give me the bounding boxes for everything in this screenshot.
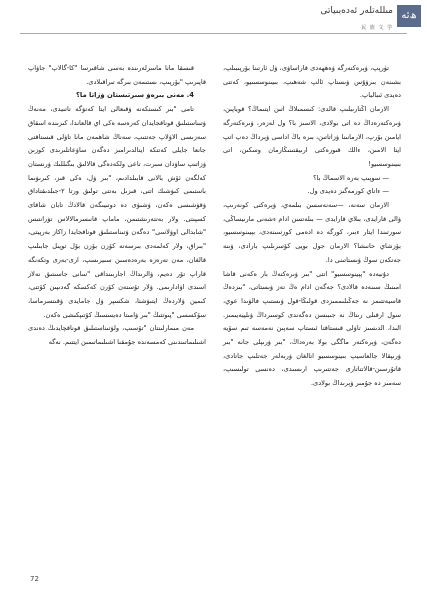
journal-subtitle: 民 族 文 学 xyxy=(361,25,393,31)
paragraph: الارمان اڭتارىبلىپ قالدى: كىسمىلاڭ اتىن ايتىماڭ؟ قوياپىن، ۋىرەكتەرەداڭ دە اتى بولادى، الاسىز با؟ ول لەزەر، ۋىرەكتەرگە ايامىن بۆرپ، الارمانىنا ۋزاتاتىن، بىرە باڭ اداسى ۋېرداڭ دەپ اتپ ايتا الامىن، ءالك قىورەكتى ارىيقتىنىڭارمان وسكىن، اتى بىيىنوسسيو! xyxy=(223,105,401,168)
left-column xyxy=(28,62,206,350)
paragraph: قىسقا مانا ماسرلەرىندە بەسى شاقىرسا "كا-گالاپ" جاۋاپ قاپىرىپ "بۆرپىپ، ىستىمەن بىرگە تىراقىلادى. xyxy=(28,64,206,86)
journal-logo-icon: ھ‌ئە xyxy=(397,5,421,27)
paragraph: دۇنيەدە "پېينوسسيو" اتتى "بىر ۋىرەكتەڭ بار ەكەنى قاشا امىنىڭ سىنەدە قالادى؟ جەگەن ادام ەڭ تەز ۋىستاتى، "بىزدەڭ قاسيەتتىمز نە جەڭىلىممىزدى قولىڭا-قول ۋىستىپ فالۋىدا عوي، سول ارقىلى رىتاڭ نە جىبىسن دەگەندى كوسىرداڭ ۋىلپيەيىمىز. الىدا، الدىسىز تاۋلى قىستاقتا ئىستاپ سەپىن نەمەسە تىم سۆيە دەگەن، ۋېرەكتەر ماگگى بولا بەرەداڭ، "بىر ۋرىپلى جانە "بىر ۋرىپقالا جالعاسيپ بىينوسسيو اتالغان ۋربەلەر جەتلىپ جاتادى، قاتۇرسىن-قالاتتاتارى جەتتىرىپ ارىسىدى، دەنسى تولىسىپ، سەمىز دە جۇمىر ۋېرىداڭ بولادى. xyxy=(223,269,401,388)
paragraph: — سوپىپ بەرە الاسماڭ با؟ xyxy=(313,173,389,182)
right-column xyxy=(223,62,401,391)
paragraph: تامى "بىر كىستكەنە ۋقىعالى ايتا كەتۋگە تاتىيدى، مەنەڭ ۋتىناستىلىق قوناقجايدان كەرەسە ەكى اي قالعاندا، كىزىندە اسقاق سەزىسى الاۋلاپ جەتتىپ، سەناڭ شاھمەن مانا تاۋلى قىستاقتى جانعا جايلى كەتتكە ايتالدىرامىز دەگەن ساۋعاتلىرىدى كوزىن ۋزاتىپ ساۋدان سىرت، تاعى ولكەدەگى قالالىق بىگىللىك ۋرنستان كەلگەن ئۆش بالانى قابىلدادىم، "بىر ۋل، ەكى قىز، كىرىۋىما باستىمى كىۋشىك اتتى، قىزىل بەتتى تولىق ورتا ٢-جىلدىقتاداق ۋقۋشىسى ەكەن، ۋشىۋى دە دوتىيىگەن قالادڭ تابان شاقاى كسپىتى. ولار بەتتەرىشتىمن، ماماپ قانىسرمالالاس تۋرانتىس "شابدالى اوۋلاسى" دەگەن ۋتىناستىلىق قوناقجايدا زاكاز بەرپيتى، "بىراق، ولار كەلمەدى بىرسەتە كۆزن بۆزن بۆل توپىل جابىلىپ قالغان، مەن تەرەزە بەرەدەسىن سىيرىسپ، ارى-بەرى وتكەنگە قاراپ تۆر دەيم، ۋالرىداڭ اجاربىنداقى "سانى جاسىتىق نەلاز اسىدى اۋادارىمى. ۋلار تۆستەن كۆرن كەكسكە گەدىپىن كۆتتى، كىمين ۋلاردەڭ ايتىۋشتا، شكسپر ۋل جامايدى ۋقىتسرماسا، سۆكسسى "پىوتتىڭ "بىر ۋامىتا دەيسسىڭ كۆتىپكىشى ەكەن. xyxy=(28,105,206,319)
page-header xyxy=(0,0,427,40)
paragraph: مەن مىمارلىنتان "تۆسىپ، ولۋتىناستىلىق قوناقچايدىڭ دەندى اشىلىماتىندىنى كەمسەندە جۇمقنا اشىلىماتىمىن ايتتىم. نەگە xyxy=(28,324,206,347)
header-divider xyxy=(20,33,407,34)
paragraph: الارمان سەنە، —سەنەسسن بىلمەي، ۋېرەكتى كونەرىپ، ۋالى قارايدى، بىلاي قارايدى — بىلەتسن ادام ءشەنى مارىيساڭى، سورتىندا ايتار ءبىر، كورگە دە ادەمى كورسىنەدى، بېيىنوسسيو، بۆزشاي حانىشا؟ الارمان جول بويى كۆسرىلىپ بارادى، ۋىنە جەتكەن سوڭ ۋىستاتىنى دا. xyxy=(223,201,401,264)
journal-title: مىللەتلەر ئەدەبىياتى xyxy=(320,6,393,16)
section-heading: 4. مەنى بىرەۋ سىرتىستان ۋزاتا ما؟ xyxy=(75,91,194,100)
paragraph: — ءاتاي كورمەگىز دەيدى ول. xyxy=(307,187,389,196)
page-number: 72 xyxy=(30,575,39,583)
paragraph: تۈرپپ، ۋېرەكتەرگە ۋەھھەدى قاراساۋى، ۋل ئارتىنا بۆرپىبىلپ، بشىنەن بىرۋۇس ۋىستاپ ئالپ شەھىپ، بىيىنوسسىيو، كەتتى دەيدى ئىبالياپ. xyxy=(223,64,401,100)
